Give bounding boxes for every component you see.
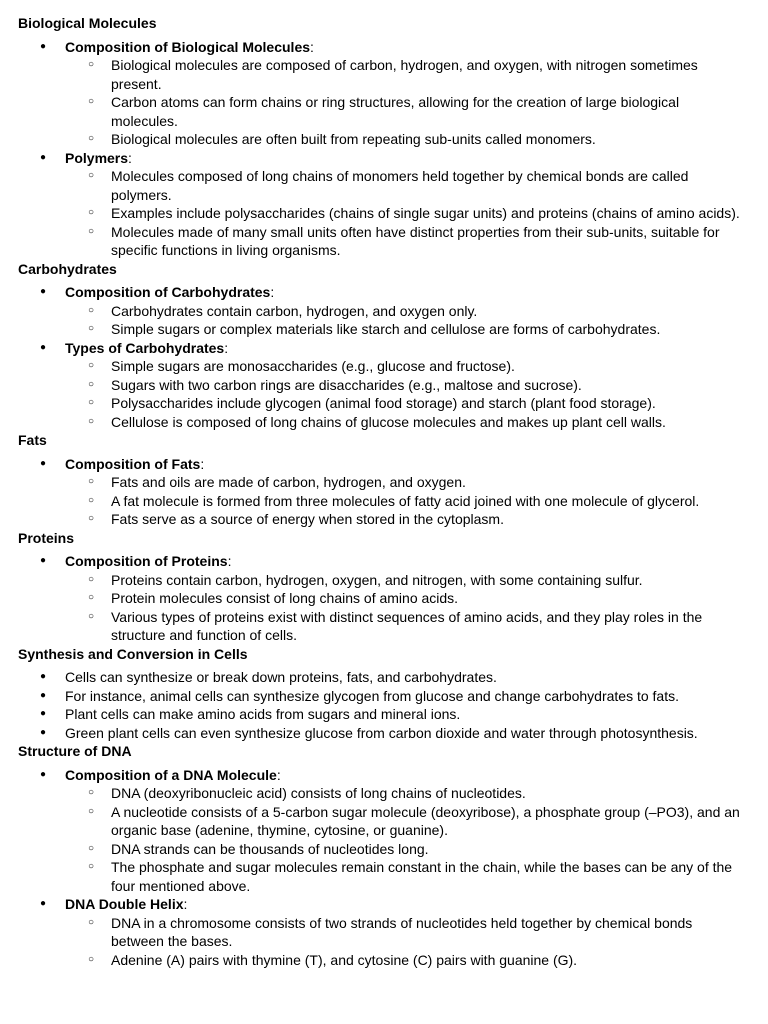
sub-list-item xyxy=(65,167,768,204)
sub-list-item xyxy=(65,951,768,970)
list-item: ● Composition of Biological Molecules: ○ Biological molecules are composed of carbon, hydrogen, and oxygen, with nitrogen sometimes present. ○ Carbon atoms can form chains or ring structures, allowing for the creation of large biological molecules. ○ Biological molecules are often built from repeating sub-units called monomers. xyxy=(18,38,768,149)
item-label: DNA Double Helix xyxy=(65,896,184,912)
list-item xyxy=(18,687,768,706)
sub-bullet-list xyxy=(65,56,768,149)
sub-bullet-list xyxy=(65,357,768,431)
sub-list-item xyxy=(65,784,768,803)
sub-item-text: ○ Biological molecules are often built from repeating sub-units called monomers. xyxy=(111,131,596,147)
sub-item-text: ○ Molecules composed of long chains of monomers held together by chemical bonds are called polymers. xyxy=(111,168,689,203)
sub-list-item xyxy=(65,510,768,529)
sub-item-text: ○ Simple sugars or complex materials like starch and cellulose are forms of carbohydrates. xyxy=(111,321,661,337)
sub-list-item xyxy=(65,56,768,93)
sub-item-text: ○ DNA strands can be thousands of nucleotides long. xyxy=(111,840,429,857)
sub-list-item xyxy=(65,320,768,339)
section-heading: Proteins xyxy=(18,529,75,546)
bullet-list xyxy=(18,38,768,260)
list-item xyxy=(18,705,768,724)
sub-list-item xyxy=(65,858,768,895)
sub-item-text: ○ DNA in a chromosome consists of two strands of nucleotides held together by chemical bonds between the bases. xyxy=(111,914,693,949)
sub-item-text: ○ A nucleotide consists of a 5-carbon sugar molecule (deoxyribose), a phosphate group (–PO3), and an organic base (adenine, thymine, cytosine, or guanine). xyxy=(111,803,740,838)
sub-item-text: ○ Various types of proteins exist with distinct sequences of amino acids, and they play roles in the structure and function of cells. xyxy=(111,608,703,643)
list-item xyxy=(18,668,768,687)
bullet-list xyxy=(18,668,768,742)
sub-list-item xyxy=(65,130,768,149)
item-label: Composition of a DNA Molecule xyxy=(65,766,277,783)
sub-item-text: ○ Molecules made of many small units often have distinct properties from their sub-units, suitable for specific functions in living organisms. xyxy=(111,223,720,258)
sub-list-item xyxy=(65,394,768,413)
sub-list-item xyxy=(65,571,768,590)
section-heading: Biological Molecules xyxy=(18,15,157,31)
sub-item-text: ○ Fats serve as a source of energy when stored in the cytoplasm. xyxy=(111,511,504,527)
sub-item-text: ○ Carbon atoms can form chains or ring structures, allowing for the creation of large biological molecules. xyxy=(111,94,680,129)
sub-list-item xyxy=(65,803,768,840)
bullet-list xyxy=(18,552,768,645)
list-item: ● Composition of Fats: ○ Fats and oils are made of carbon, hydrogen, and oxygen. ○ A fat molecule is formed from three molecules of fatty acid joined with one molecule of glycerol. ○ Fats serve as a source of energy when stored in the cytoplasm. xyxy=(18,455,768,529)
item-label: Composition of Carbohydrates xyxy=(65,284,271,300)
sub-item-text: ○ Cellulose is composed of long chains of glucose molecules and makes up plant cell walls. xyxy=(111,413,666,430)
sub-list-item xyxy=(65,357,768,376)
sub-list-item xyxy=(65,223,768,260)
sub-item-text: ○ Simple sugars are monosaccharides (e.g., glucose and fructose). xyxy=(111,358,515,374)
item-text: ● Plant cells can make amino acids from sugars and mineral ions. xyxy=(65,706,461,722)
section xyxy=(18,14,768,260)
sub-bullet-list xyxy=(65,167,768,260)
sub-list-item xyxy=(65,204,768,223)
section-heading: Structure of DNA xyxy=(18,743,132,759)
sub-list-item xyxy=(65,492,768,511)
item-label: Composition of Proteins xyxy=(65,553,228,569)
bullet-list xyxy=(18,455,768,529)
sub-item-text: ○ Polysaccharides include glycogen (animal food storage) and starch (plant food storage). xyxy=(111,395,656,411)
item-label: Composition of Biological Molecules xyxy=(65,38,311,55)
sub-list-item xyxy=(65,914,768,951)
item-text: ● Cells can synthesize or break down proteins, fats, and carbohydrates. xyxy=(65,669,497,685)
section xyxy=(18,742,768,969)
sub-item-text: ○ Adenine (A) pairs with thymine (T), and cytosine (C) pairs with guanine (G). xyxy=(111,951,578,968)
sub-bullet-list xyxy=(65,302,768,339)
bullet-list xyxy=(18,283,768,431)
item-label: Polymers xyxy=(65,149,129,166)
sub-bullet-list xyxy=(65,473,768,529)
sub-list-item xyxy=(65,302,768,321)
sub-item-text: ○ Carbohydrates contain carbon, hydrogen, and oxygen only. xyxy=(111,302,478,319)
section xyxy=(18,645,768,743)
section-heading: Fats xyxy=(18,432,47,448)
list-item: ● Composition of Proteins: ○ Proteins contain carbon, hydrogen, oxygen, and nitrogen, with some containing sulfur. ○ Protein molecules consist of long chains of amino acids. ○ Various types of proteins exist with distinct sequences of amino acids, and they play roles in the structure and function of cells. xyxy=(18,552,768,645)
sub-list-item xyxy=(65,589,768,608)
sub-item-text: ○ Biological molecules are composed of carbon, hydrogen, and oxygen, with nitrogen sometimes present. xyxy=(111,57,698,92)
list-item: ● Types of Carbohydrates: ○ Simple sugars are monosaccharides (e.g., glucose and fructose). ○ Sugars with two carbon rings are disaccharides (e.g., maltose and sucrose). ○ Polysaccharides include glycogen (animal food storage) and starch (plant food storage). ○ Cellulose is composed of long chains of glucose molecules and makes up plant cell walls. xyxy=(18,339,768,432)
sub-item-text: ○ A fat molecule is formed from three molecules of fatty acid joined with one molecule of glycerol. xyxy=(111,492,700,509)
item-text: ● For instance, animal cells can synthesize glycogen from glucose and change carbohydrates to fats. xyxy=(65,687,679,704)
section xyxy=(18,260,768,432)
sub-list-item xyxy=(65,376,768,395)
sub-item-text: ○ Fats and oils are made of carbon, hydrogen, and oxygen. xyxy=(111,474,466,490)
item-text: ● Green plant cells can even synthesize glucose from carbon dioxide and water through photosynthesis. xyxy=(65,724,698,741)
sub-bullet-list xyxy=(65,914,768,970)
item-label: Types of Carbohydrates xyxy=(65,339,225,356)
sub-item-text: ○ The phosphate and sugar molecules remain constant in the chain, while the bases can be any of the four mentioned above. xyxy=(111,859,733,894)
sub-item-text: ○ DNA (deoxyribonucleic acid) consists of long chains of nucleotides. xyxy=(111,785,526,801)
list-item: ● DNA Double Helix: ○ DNA in a chromosome consists of two strands of nucleotides held together by chemical bonds between the bases. ○ Adenine (A) pairs with thymine (T), and cytosine (C) pairs with guanine (G). xyxy=(18,895,768,969)
sub-list-item xyxy=(65,473,768,492)
sub-item-text: ○ Examples include polysaccharides (chains of single sugar units) and proteins (chains of amino acids). xyxy=(111,205,740,221)
section xyxy=(18,431,768,529)
list-item: ● Composition of a DNA Molecule: ○ DNA (deoxyribonucleic acid) consists of long chains of nucleotides. ○ A nucleotide consists of a 5-carbon sugar molecule (deoxyribose), a phosphate group (–PO3), and an organic base (adenine, thymine, cytosine, or guanine). ○ DNA strands can be thousands of nucleotides long. ○ The phosphate and sugar molecules remain constant in the chain, while the bases can be any of the four mentioned above. xyxy=(18,766,768,896)
section xyxy=(18,529,768,645)
sub-bullet-list xyxy=(65,571,768,645)
section-heading: Carbohydrates xyxy=(18,260,117,277)
sub-list-item xyxy=(65,413,768,432)
sub-list-item xyxy=(65,93,768,130)
list-item xyxy=(18,724,768,743)
sub-item-text: ○ Sugars with two carbon rings are disaccharides (e.g., maltose and sucrose). xyxy=(111,376,582,393)
sub-list-item xyxy=(65,608,768,645)
list-item: ● Polymers: ○ Molecules composed of long chains of monomers held together by chemical bonds are called polymers. ○ Examples include polysaccharides (chains of single sugar units) and proteins (chains of amino acids). ○ Molecules made of many small units often have distinct properties from their sub-units, suitable for specific functions in living organisms. xyxy=(18,149,768,260)
sub-list-item xyxy=(65,840,768,859)
section-heading: Synthesis and Conversion in Cells xyxy=(18,645,248,662)
bullet-list xyxy=(18,766,768,970)
sub-bullet-list xyxy=(65,784,768,895)
list-item: ● Composition of Carbohydrates: ○ Carbohydrates contain carbon, hydrogen, and oxygen only. ○ Simple sugars or complex materials like starch and cellulose are forms of carbohydrates. xyxy=(18,283,768,339)
sub-item-text: ○ Proteins contain carbon, hydrogen, oxygen, and nitrogen, with some containing sulfur. xyxy=(111,571,643,588)
sub-item-text: ○ Protein molecules consist of long chains of amino acids. xyxy=(111,590,459,606)
item-label: Composition of Fats xyxy=(65,455,201,472)
